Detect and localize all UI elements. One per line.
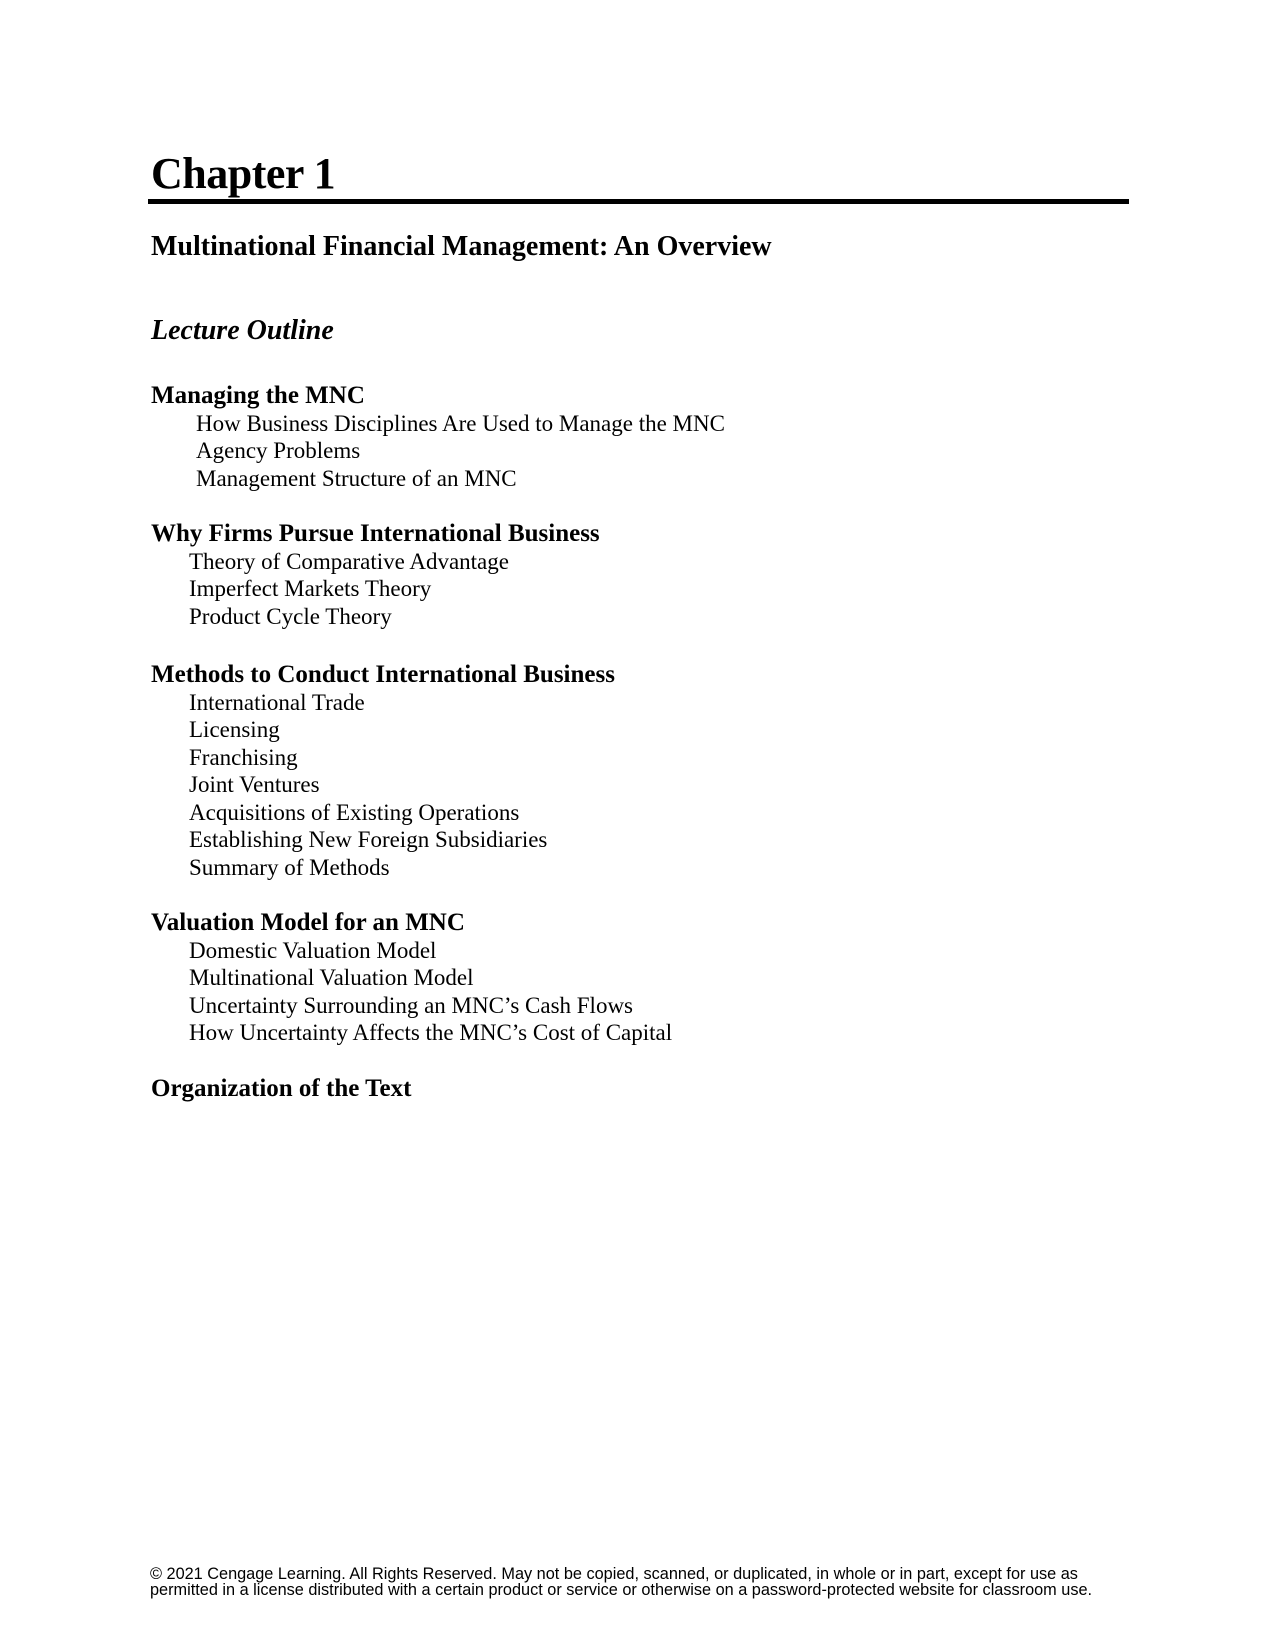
section-item-list: [151, 410, 725, 493]
section-item-list: [151, 548, 600, 631]
section-heading: Methods to Conduct International Business: [151, 661, 615, 688]
list-item: International Trade: [189, 689, 365, 715]
list-item: Multinational Valuation Model: [189, 965, 474, 990]
section-item-list: [151, 689, 615, 882]
list-item: Acquisitions of Existing Operations: [189, 799, 520, 825]
list-item: Domestic Valuation Model: [189, 937, 437, 963]
section-heading: Organization of the Text: [151, 1075, 412, 1102]
list-item: Uncertainty Surrounding an MNC’s Cash Flows: [189, 992, 634, 1018]
list-item: Establishing New Foreign Subsidiaries: [189, 827, 548, 852]
chapter-label: Chapter 1: [151, 149, 336, 198]
chapter-title: Multinational Financial Management: An Overview: [151, 231, 772, 262]
copyright-line-2: permitted in a license distributed with a certain product or service or otherwise on a password-protected website for classroom use.: [150, 1581, 1093, 1599]
copyright-footer: [150, 1566, 1150, 1598]
section-item-list: [151, 937, 672, 1047]
list-item: How Uncertainty Affects the MNC’s Cost of Capital: [189, 1020, 673, 1045]
list-item: Agency Problems: [196, 438, 361, 463]
outline-section-why-firms-pursue: [151, 520, 600, 630]
list-item: Theory of Comparative Advantage: [189, 548, 509, 574]
list-item: Franchising: [189, 744, 298, 770]
outline-section-methods: [151, 661, 615, 881]
list-item: Joint Ventures: [189, 772, 320, 797]
list-item: Product Cycle Theory: [189, 603, 392, 629]
section-heading: Why Firms Pursue International Business: [151, 520, 600, 547]
section-heading: Managing the MNC: [151, 382, 365, 409]
list-item: Imperfect Markets Theory: [189, 576, 432, 601]
outline-section-organization-of-text: [151, 1075, 411, 1103]
list-item: Summary of Methods: [189, 854, 390, 880]
chapter-divider-rule: [148, 199, 1129, 204]
list-item: Management Structure of an MNC: [196, 465, 517, 491]
lecture-outline-heading: Lecture Outline: [151, 315, 334, 346]
copyright-line-1: © 2021 Cengage Learning. All Rights Reserved. May not be copied, scanned, or duplicated, in whole or in part, except for use as: [150, 1565, 1078, 1583]
list-item: How Business Disciplines Are Used to Manage the MNC: [196, 410, 725, 436]
outline-section-managing-the-mnc: [151, 382, 725, 492]
section-heading: Valuation Model for an MNC: [151, 909, 465, 936]
outline-section-valuation-model: [151, 909, 672, 1047]
list-item: Licensing: [189, 717, 280, 742]
